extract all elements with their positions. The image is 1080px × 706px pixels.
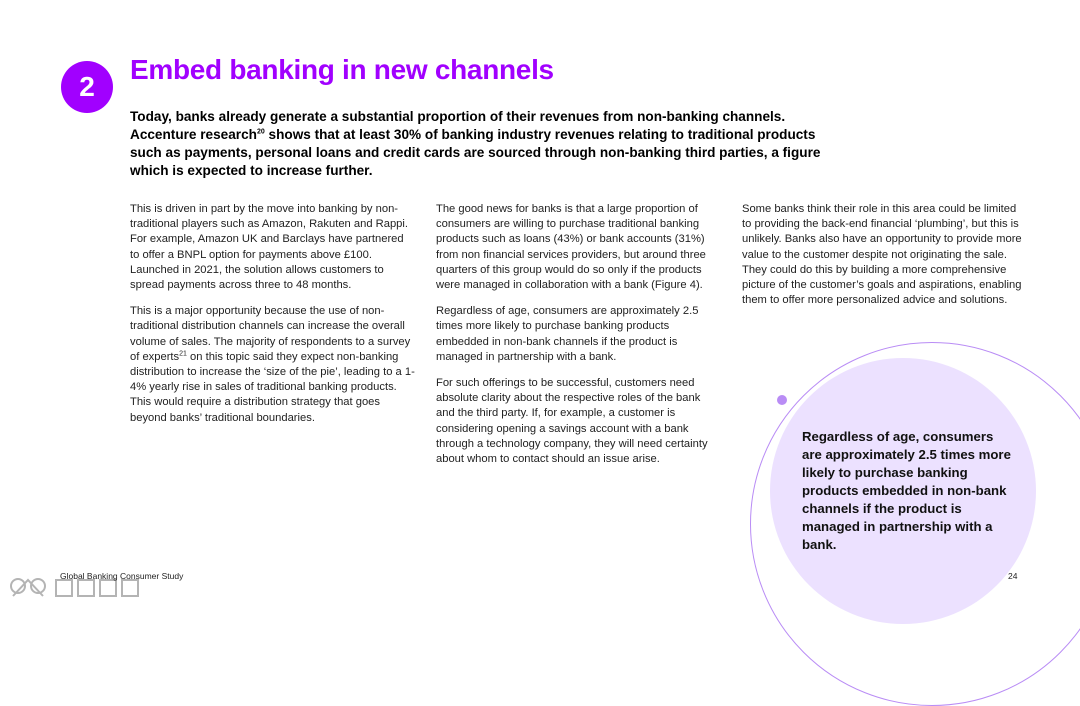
- body-paragraph: [130, 304, 415, 426]
- footnote-ref: 21: [179, 350, 187, 358]
- body-text: This is a major opportunity because the use of non-traditional distribution channels can increase the overall volume of sales. The majority of respondents to a survey of experts: [130, 305, 411, 363]
- body-paragraph: Regardless of age, consumers are approximately 2.5 times more likely to purchase banking products embedded in non-bank channels if the product is managed in partnership with a bank.: [436, 305, 699, 363]
- intro-paragraph: [130, 108, 850, 180]
- body-text: on this topic said they expect non-banking distribution to increase the ‘size of the pie’, leading to a 1-4% yearly rise in sales of traditional banking products. This would require a distribution strategy that goes beyond banks’ traditional boundaries.: [130, 350, 415, 424]
- page-title: Embed banking in new channels: [130, 54, 554, 85]
- text-column-2: [436, 202, 721, 478]
- intro-text-end: shows that at least 30% of banking industry revenues relating to traditional products such as payments, personal loans and credit cards are sourced through non-banking third parties, a figure which is expected to increase further.: [130, 127, 821, 178]
- text-column-1: [130, 202, 415, 437]
- text-column-3: [742, 202, 1027, 319]
- pull-quote: Regardless of age, consumers are approximately 2.5 times more likely to purchase banking products embedded in non-bank channels if the product is managed in partnership with a bank.: [802, 429, 1011, 552]
- intro-text-start: Today, banks already generate a substantial proportion of their revenues from non-banking channels. Accenture research: [130, 109, 786, 142]
- body-paragraph: This is driven in part by the move into banking by non-traditional players such as Amazon, Rakuten and Rappi. For example, Amazon UK and Barclays have partnered to offer a BNPL option for payments above £100. Launched in 2021, the solution allows customers to spread payments across three to 48 months.: [130, 203, 408, 292]
- decorative-dot: [777, 395, 787, 405]
- footnote-ref: 20: [256, 128, 265, 136]
- body-paragraph: For such offerings to be successful, customers need absolute clarity about the respective roles of the bank and the third party. If, for example, a customer is considering opening a savings account with a bank through a technology company, they will need certainty about whom to contact should an issue arise.: [436, 377, 708, 466]
- footer-report-title: Global Banking Consumer Study: [60, 571, 184, 581]
- body-paragraph: The good news for banks is that a large proportion of consumers are willing to purchase traditional banking products such as loans (43%) or bank accounts (31%) from non financial services providers, but around three quarters of this group would do so only if the products were managed in collaboration with a bank (Figure 4).: [436, 203, 706, 292]
- body-paragraph: Some banks think their role in this area could be limited to providing the back-end financial ‘plumbing’, but this is unlikely. Banks also have an opportunity to provide more value to the customer despite not originating the sale. They could do this by building a more comprehensive picture of the customer’s goals and aspirations, enabling them to offer more personalized advice and solutions.: [742, 203, 1022, 307]
- section-number-badge: 2: [61, 61, 113, 113]
- page-number: 24: [1008, 571, 1018, 581]
